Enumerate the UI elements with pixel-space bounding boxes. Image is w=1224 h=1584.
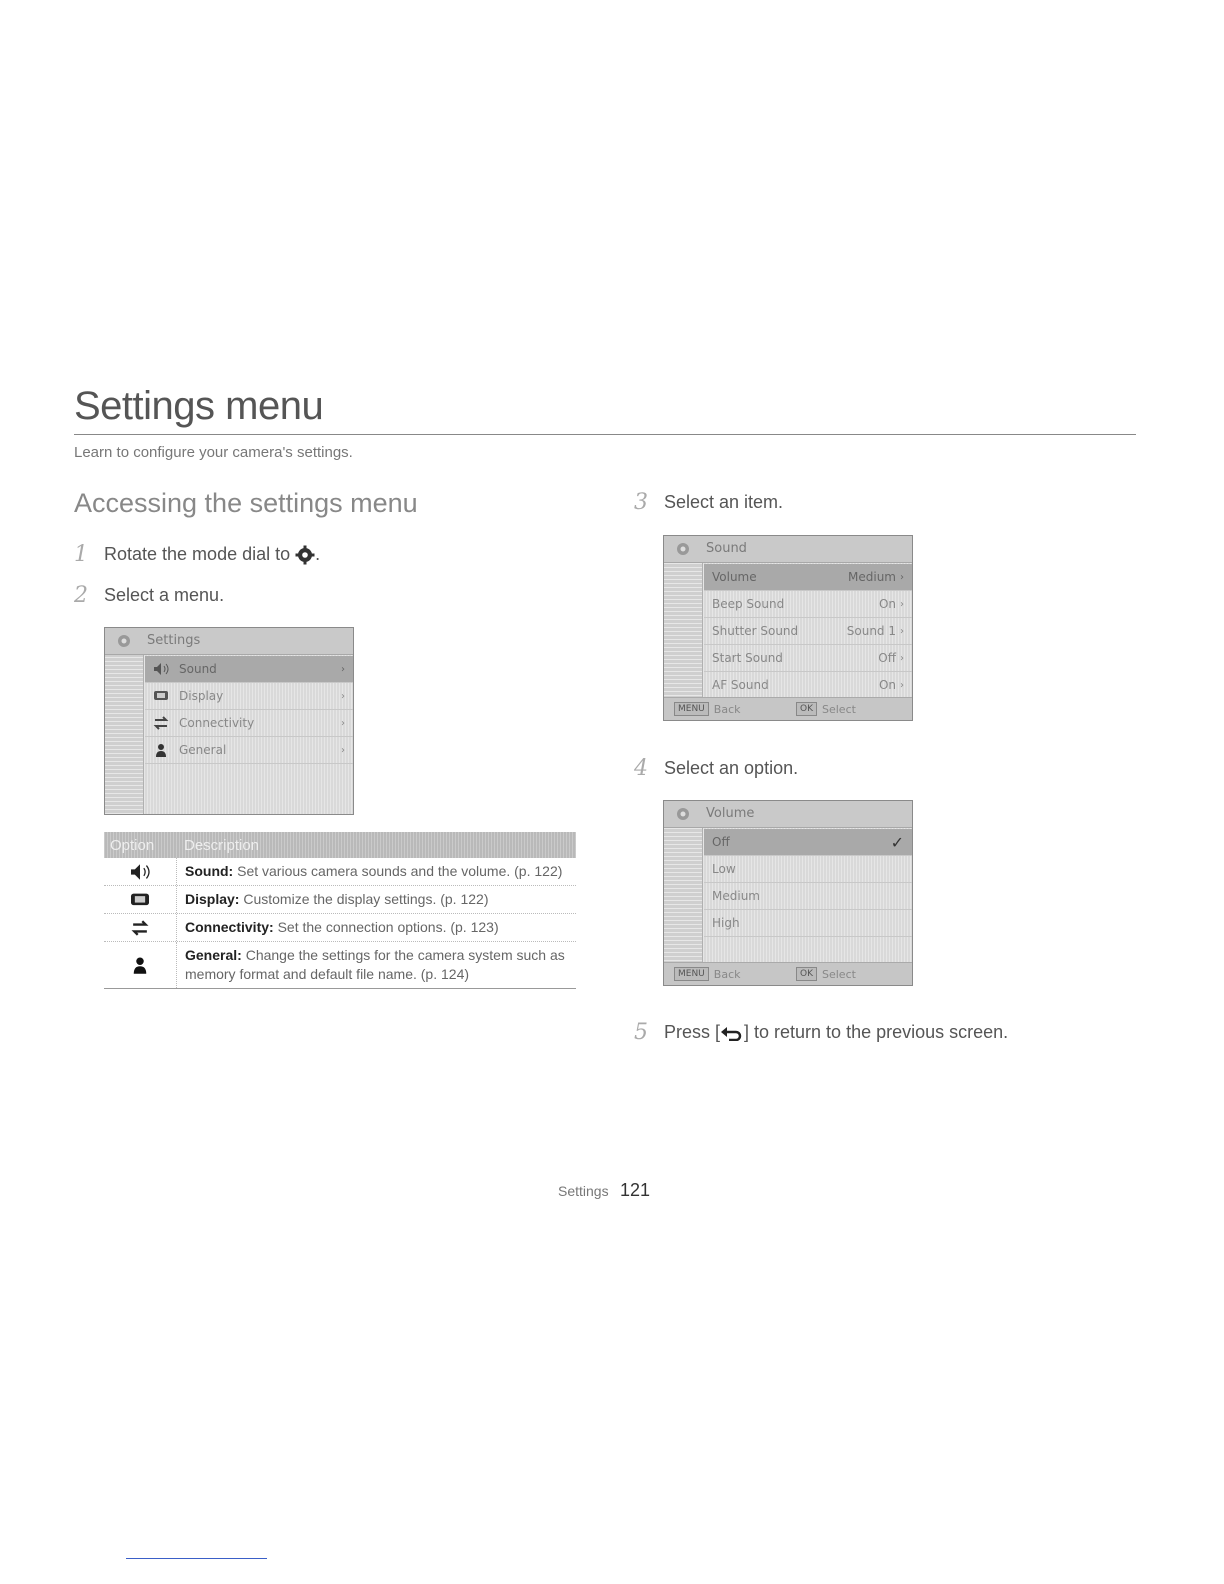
screen-footer <box>664 697 912 720</box>
step-2 <box>74 583 224 608</box>
menu-key-icon: MENU <box>674 702 709 716</box>
select-hint[interactable] <box>796 967 856 981</box>
header-option: Option <box>110 836 155 854</box>
select-label: Select <box>822 702 856 716</box>
menu-item-label: Volume <box>712 570 757 584</box>
page-subtitle: Learn to configure your camera's settings. <box>74 444 353 461</box>
menu-item-value: Sound 1 <box>846 624 896 638</box>
chevron-right-icon: › <box>900 598 904 610</box>
step-4 <box>634 756 798 781</box>
option-medium[interactable] <box>704 883 912 910</box>
general-icon <box>130 954 150 976</box>
connectivity-icon <box>153 716 169 730</box>
header-description: Description <box>184 836 260 854</box>
volume-option-screen <box>663 800 913 986</box>
step-number: 5 <box>634 1020 648 1045</box>
option-label: Off <box>712 835 730 849</box>
menu-item-label: Beep Sound <box>712 597 785 611</box>
back-label: Back <box>713 702 741 716</box>
step-text: Select a menu. <box>104 585 225 605</box>
menu-item-label: Connectivity <box>179 716 255 730</box>
step-text: Select an option. <box>664 758 799 778</box>
step-text: Rotate the mode dial to <box>104 543 291 564</box>
footer-section-label: Settings <box>558 1183 609 1199</box>
settings-menu-screen <box>104 627 354 815</box>
screen-title: Sound <box>706 541 747 556</box>
step-1 <box>74 542 320 567</box>
chevron-right-icon: › <box>341 717 345 729</box>
step-text: Select an item. <box>664 492 784 512</box>
title-divider <box>74 434 1136 435</box>
option-high[interactable] <box>704 910 912 937</box>
speaker-icon <box>129 863 151 881</box>
step-text-after: ] to return to the previous screen. <box>744 1022 1009 1042</box>
menu-item-shutter-sound[interactable] <box>704 618 912 645</box>
option-name: Connectivity: <box>185 919 274 935</box>
menu-item-af-sound[interactable] <box>704 672 912 699</box>
menu-item-label: Shutter Sound <box>712 624 799 638</box>
menu-item-sound[interactable] <box>145 656 353 683</box>
menu-item-value: Medium <box>848 570 896 584</box>
menu-item-label: Start Sound <box>712 651 783 665</box>
back-hint[interactable] <box>674 967 741 981</box>
menu-item-value: On <box>878 678 896 692</box>
back-hint[interactable] <box>674 702 741 716</box>
menu-item-volume[interactable] <box>704 564 912 591</box>
checkmark-icon: ✓ <box>890 832 904 852</box>
step-text-suffix: . <box>315 543 321 564</box>
settings-gear-icon <box>674 805 692 823</box>
option-desc: Set the connection options. (p. 123) <box>277 919 499 935</box>
chevron-right-icon: › <box>341 690 345 702</box>
menu-key-icon: MENU <box>674 967 709 981</box>
menu-item-label: AF Sound <box>712 678 769 692</box>
table-row <box>104 942 576 989</box>
back-label: Back <box>713 967 741 981</box>
step-number: 2 <box>74 583 88 608</box>
menu-item-label: Sound <box>179 662 217 676</box>
chevron-right-icon: › <box>341 744 345 756</box>
speaker-icon <box>153 662 169 676</box>
bottom-link-underline <box>126 1558 267 1559</box>
screen-title: Volume <box>706 806 755 821</box>
screen-side-column <box>105 655 144 814</box>
screen-footer <box>664 962 912 985</box>
menu-item-display[interactable] <box>145 683 353 710</box>
option-desc: Set various camera sounds and the volume. (p. 122) <box>237 863 563 879</box>
screen-header <box>664 801 912 828</box>
option-name: Display: <box>185 891 240 907</box>
option-desc: Customize the display settings. (p. 122) <box>243 891 489 907</box>
general-icon <box>153 743 169 757</box>
step-number: 1 <box>74 542 88 567</box>
option-label: Low <box>712 862 736 876</box>
menu-item-start-sound[interactable] <box>704 645 912 672</box>
menu-item-value: On <box>878 597 896 611</box>
menu-item-label: General <box>179 743 227 757</box>
back-return-icon <box>720 1025 744 1041</box>
section-heading: Accessing the settings menu <box>74 488 418 518</box>
step-number: 3 <box>634 490 648 515</box>
option-low[interactable] <box>704 856 912 883</box>
option-desc: Change the settings for the camera system such as memory format and default file name. (p. 124) <box>185 947 565 982</box>
chevron-right-icon: › <box>900 652 904 664</box>
screen-header <box>105 628 353 655</box>
menu-item-connectivity[interactable] <box>145 710 353 737</box>
page-number: 121 <box>620 1180 651 1200</box>
chevron-right-icon: › <box>900 625 904 637</box>
menu-item-general[interactable] <box>145 737 353 764</box>
screen-title: Settings <box>147 633 201 648</box>
select-hint[interactable] <box>796 702 856 716</box>
sound-menu-screen <box>663 535 913 721</box>
settings-gear-icon <box>295 545 315 565</box>
chevron-right-icon: › <box>900 679 904 691</box>
select-label: Select <box>822 967 856 981</box>
option-name: Sound: <box>185 863 234 879</box>
table-row <box>104 914 576 942</box>
connectivity-icon <box>130 920 150 936</box>
step-number: 4 <box>634 756 648 781</box>
table-row <box>104 858 576 886</box>
chevron-right-icon: › <box>341 663 345 675</box>
ok-key-icon: OK <box>796 702 817 716</box>
table-row <box>104 886 576 914</box>
display-icon <box>153 689 169 703</box>
option-off[interactable] <box>704 829 912 856</box>
option-label: High <box>712 916 740 930</box>
screen-header <box>664 536 912 563</box>
menu-item-value: Off <box>878 651 896 665</box>
table-header <box>104 832 576 858</box>
step-5 <box>634 1020 1008 1045</box>
menu-item-beep-sound[interactable] <box>704 591 912 618</box>
settings-gear-icon <box>674 540 692 558</box>
settings-gear-icon <box>115 632 133 650</box>
ok-key-icon: OK <box>796 967 817 981</box>
option-description-table <box>104 832 576 989</box>
option-label: Medium <box>712 889 760 903</box>
chevron-right-icon: › <box>900 571 904 583</box>
option-name: General: <box>185 947 242 963</box>
step-3 <box>634 490 783 515</box>
step-text-before: Press [ <box>664 1022 721 1042</box>
page-title: Settings menu <box>74 384 324 428</box>
menu-item-label: Display <box>179 689 224 703</box>
display-icon <box>129 891 151 909</box>
